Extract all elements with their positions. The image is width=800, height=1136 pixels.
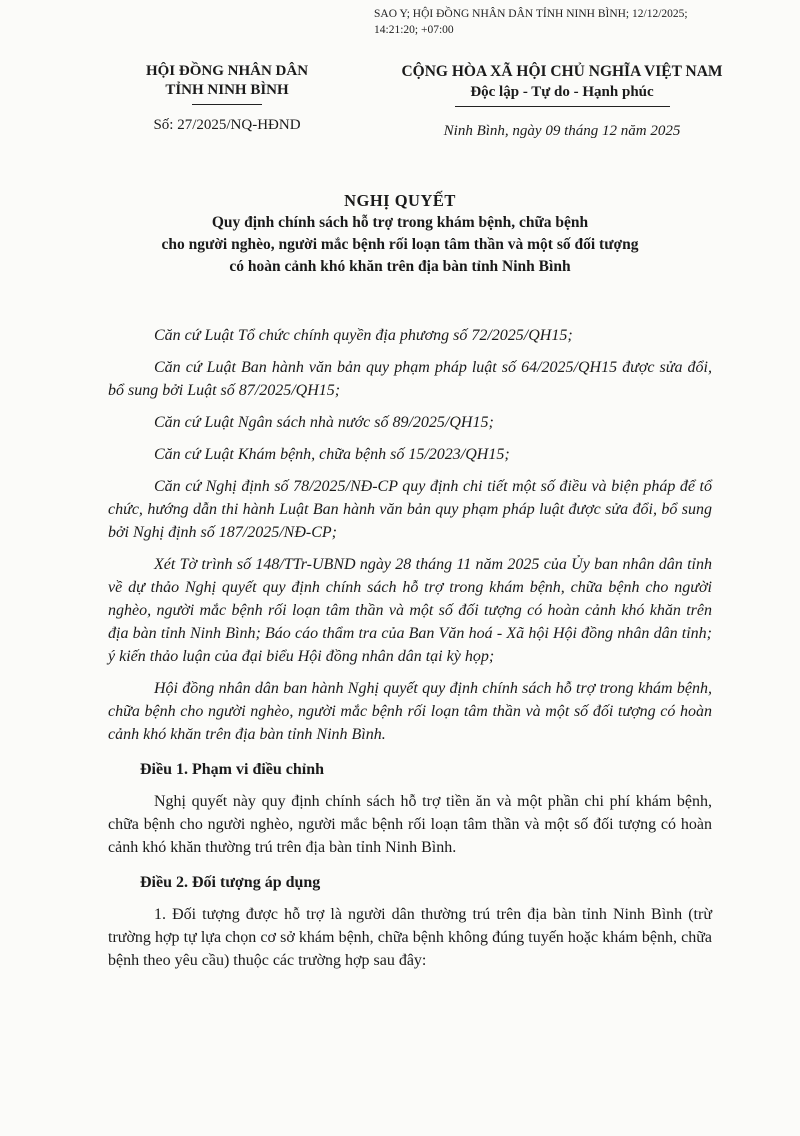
authority-name-line-2: TỈNH NINH BÌNH (165, 82, 289, 98)
title-subject-line-2: cho người nghèo, người mắc bệnh rối loạn tâm thần và một số đối tượng (161, 236, 639, 253)
preamble-basis-1: Căn cứ Luật Tổ chức chính quyền địa phương số 72/2025/QH15; (154, 327, 573, 344)
motto-underline (455, 106, 670, 107)
preamble-basis-5: Căn cứ Nghị định số 78/2025/NĐ-CP quy định chi tiết một số điều và biện pháp để tổ chức, hướng dẫn thi hành Luật Ban hành văn bản quy phạm pháp luật được sửa đổi, bổ sung bởi Nghị định số 187/2025/NĐ-CP; (108, 478, 712, 541)
digital-copy-stamp (374, 6, 794, 38)
preamble-consideration: Xét Tờ trình số 148/TTr-UBND ngày 28 tháng 11 năm 2025 của Ủy ban nhân dân tỉnh về dự thảo Nghị quyết quy định chính sách hỗ trợ trong khám bệnh, chữa bệnh cho người nghèo, người mắc bệnh rối loạn tâm thần và một số đối tượng có hoàn cảnh khó khăn trên địa bàn tỉnh Ninh Bình; Báo cáo thẩm tra của Ban Văn hoá - Xã hội Hội đồng nhân dân tỉnh; ý kiến thảo luận của đại biểu Hội đồng nhân dân tại kỳ họp; (108, 556, 712, 665)
preamble-enactment: Hội đồng nhân dân ban hành Nghị quyết quy định chính sách hỗ trợ trong khám bệnh, chữa bệnh cho người nghèo, người mắc bệnh rối loạn tâm thần và một số đối tượng có hoàn cảnh khó khăn trên địa bàn tỉnh Ninh Bình. (108, 680, 712, 743)
article-1-heading: Điều 1. Phạm vi điều chỉnh (140, 761, 325, 778)
document-number: Số: 27/2025/NQ-HĐND (153, 117, 301, 133)
preamble-basis-3: Căn cứ Luật Ngân sách nhà nước số 89/2025/QH15; (154, 414, 494, 431)
national-title: CỘNG HÒA XÃ HỘI CHỦ NGHĨA VIỆT NAM (401, 63, 723, 80)
article-2-heading: Điều 2. Đối tượng áp dụng (140, 874, 321, 891)
national-motto: Độc lập - Tự do - Hạnh phúc (470, 84, 654, 100)
document-type-title: NGHỊ QUYẾT (344, 191, 456, 210)
article-1-text: Nghị quyết này quy định chính sách hỗ trợ tiền ăn và một phần chi phí khám bệnh, chữa bệnh cho người nghèo, người mắc bệnh rối loạn tâm thần và một số đối tượng có hoàn cảnh khó khăn thường trú trên địa bàn tỉnh Ninh Bình. (108, 793, 712, 856)
national-header-block (352, 62, 772, 140)
preamble-basis-2: Căn cứ Luật Ban hành văn bản quy phạm pháp luật số 64/2025/QH15 được sửa đổi, bổ sung bởi Luật số 87/2025/QH15; (108, 359, 712, 399)
title-subject-line-1: Quy định chính sách hỗ trợ trong khám bệnh, chữa bệnh (211, 214, 589, 231)
preamble-basis-4: Căn cứ Luật Khám bệnh, chữa bệnh số 15/2023/QH15; (154, 446, 510, 463)
document-body (108, 324, 712, 981)
title-subject-line-3: có hoàn cảnh khó khăn trên địa bàn tỉnh Ninh Bình (229, 258, 571, 275)
stamp-line-1: SAO Y; HỘI ĐỒNG NHÂN DÂN TỈNH NINH BÌNH; 12/12/2025; (374, 8, 688, 20)
issuing-authority-block (112, 62, 342, 134)
resolution-title-block (100, 190, 700, 278)
authority-underline (192, 104, 262, 105)
article-2-clause-1: 1. Đối tượng được hỗ trợ là người dân thường trú trên địa bàn tỉnh Ninh Bình (trừ trường hợp tự lựa chọn cơ sở khám bệnh, chữa bệnh không đúng tuyến hoặc khám bệnh, chữa bệnh theo yêu cầu) thuộc các trường hợp sau đây: (108, 906, 712, 969)
authority-name-line-1: HỘI ĐỒNG NHÂN DÂN (145, 63, 309, 79)
place-and-date: Ninh Bình, ngày 09 tháng 12 năm 2025 (443, 123, 681, 139)
stamp-line-2: 14:21:20; +07:00 (374, 24, 454, 36)
